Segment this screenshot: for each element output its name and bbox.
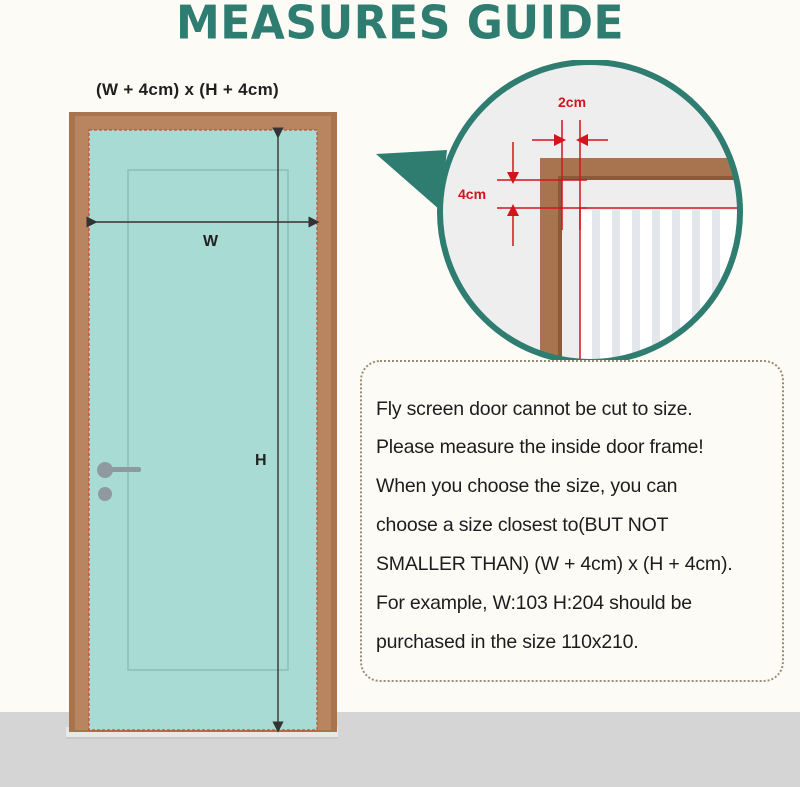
door-panel <box>89 130 317 730</box>
size-formula: (W + 4cm) x (H + 4cm) <box>96 80 279 99</box>
note-line-6: For example, W:103 H:204 should be <box>376 592 692 614</box>
note-line-5: SMALLER THAN) (W + 4cm) x (H + 4cm). <box>376 553 733 575</box>
note-line-7: purchased in the size 110x210. <box>376 631 639 653</box>
frame-corner-top <box>540 158 800 178</box>
note-line-2: Please measure the inside door frame! <box>376 436 704 458</box>
note-line-1: Fly screen door cannot be cut to size. <box>376 398 693 420</box>
curtain-strips <box>580 210 800 380</box>
overlap-4cm-label: 4cm <box>458 186 487 202</box>
frame-corner-side <box>540 158 560 380</box>
width-label: W <box>203 233 219 250</box>
note-line-4: choose a size closest to(BUT NOT <box>376 514 669 536</box>
instructions-box <box>360 360 784 682</box>
zoom-callout <box>372 60 800 380</box>
gap-2cm-label: 2cm <box>558 94 587 110</box>
callout-pointer <box>376 150 447 210</box>
page-title: MEASURES GUIDE <box>175 0 625 51</box>
note-line-3: When you choose the size, you can <box>376 475 678 497</box>
height-label: H <box>255 452 267 469</box>
